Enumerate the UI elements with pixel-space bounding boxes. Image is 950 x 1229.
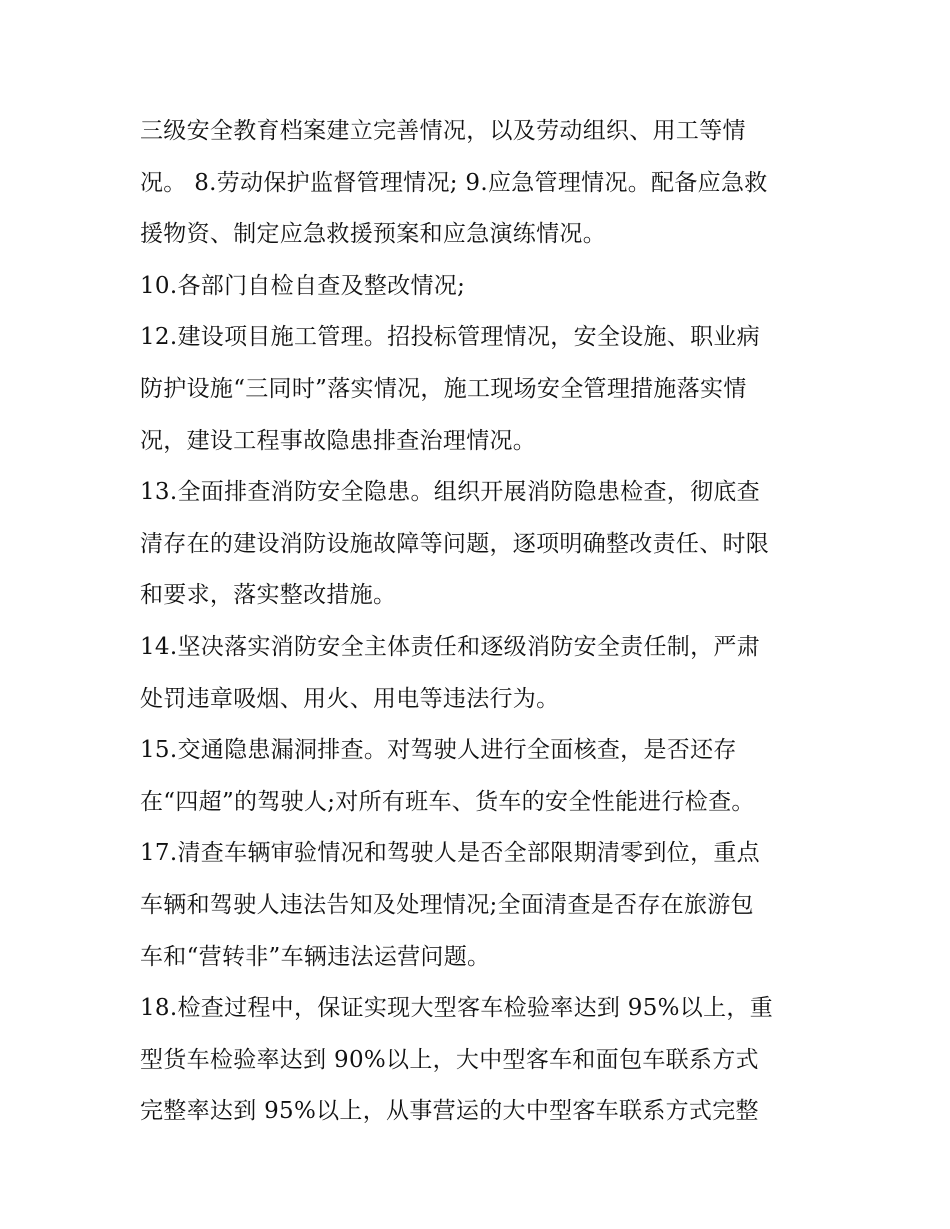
text-line: 处罚违章吸烟、用火、用电等违法行为。 (140, 685, 560, 712)
text-line: 型货车检验率达到 90%以上，大中型客车和面包车联系方式 (140, 1046, 759, 1073)
text-line: 完整率达到 95%以上，从事营运的大中型客车联系方式完整 (140, 1098, 759, 1125)
text-line: 15.交通隐患漏洞排查。对驾驶人进行全面核查，是否还存 (140, 737, 737, 764)
text-line: 13.全面排查消防安全隐患。组织开展消防隐患检查，彻底查 (140, 479, 760, 506)
text-line: 12.建设项目施工管理。招投标管理情况，安全设施、职业病 (140, 324, 760, 351)
text-line: 防护设施“三同时”落实情况，施工现场安全管理措施落实情 (140, 375, 747, 402)
text-line: 17.清查车辆审验情况和驾驶人是否全部限期清零到位，重点 (140, 840, 760, 867)
text-line: 在“四超”的驾驶人;对所有班车、货车的安全性能进行检查。 (140, 788, 755, 815)
text-line: 况，建设工程事故隐患排查治理情况。 (140, 427, 537, 454)
text-line: 14.坚决落实消防安全主体责任和逐级消防安全责任制，严肃 (140, 633, 760, 660)
text-line: 18.检查过程中，保证实现大型客车检验率达到 95%以上，重 (140, 995, 774, 1022)
text-line: 三级安全教育档案建立完善情况，以及劳动组织、用工等情 (140, 118, 746, 144)
text-line: 况。 8.劳动保护监督管理情况; 9.应急管理情况。配备应急救 (140, 169, 768, 196)
text-line: 援物资、制定应急救援预案和应急演练情况。 (140, 221, 606, 248)
document-body (140, 106, 820, 1138)
text-line: 车和“营转非”车辆违法运营问题。 (140, 943, 491, 970)
text-line: 清存在的建设消防设施故障等问题，逐项明确整改责任、时限 (140, 530, 770, 557)
text-line: 10.各部门自检自查及整改情况; (140, 272, 466, 299)
text-line: 和要求，落实整改措施。 (140, 582, 397, 609)
text-line: 车辆和驾驶人违法告知及处理情况;全面清查是否存在旅游包 (140, 891, 754, 918)
